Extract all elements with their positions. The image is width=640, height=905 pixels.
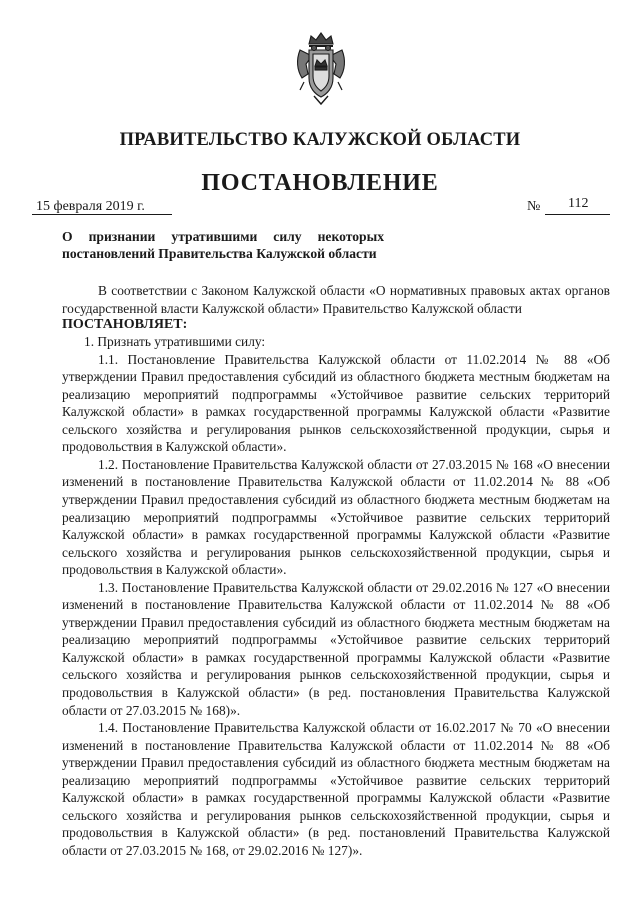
document-number: 112	[568, 196, 589, 211]
decree-word: ПОСТАНОВЛЯЕТ:	[62, 317, 188, 333]
preamble: В соответствии с Законом Калужской области «О нормативных правовых актах органов государственной власти Калужской области» Правительство Калужской области	[62, 283, 610, 316]
crest-emblem	[292, 30, 350, 110]
document-type: ПОСТАНОВЛЕНИЕ	[201, 170, 439, 196]
coat-of-arms-icon	[292, 30, 350, 110]
clause-1-intro: 1. Признать утратившими силу:	[84, 334, 266, 350]
document-subject: О признании утратившими силу некоторых постановлений Правительства Калужской области	[62, 229, 384, 261]
clause-1-4: 1.4. Постановление Правительства Калужской области от 16.02.2017 № 70 «О внесении изменений в постановление Правительства Калужской области от 11.02.2014 № 88 «Об утверждении Правил предоставления субсидий из областного бюджета местным бюджетам на реализацию мероприятий подпрограммы «Устойчивое развитие сельских территорий Калужской области» в рамках государственной программы Калужской области «Развитие сельского хозяйства и регулирования рынков сельскохозяйственной продукции, сырья и продовольствия в Калужской области» (в ред. постановлений Правительства Калужской области от 27.03.2015 № 168, от 29.02.2016 № 127)».	[62, 720, 610, 858]
number-underline	[545, 214, 610, 215]
document-date: 15 февраля 2019 г.	[36, 199, 145, 214]
clause-1-2: 1.2. Постановление Правительства Калужской области от 27.03.2015 № 168 «О внесении изменений в постановление Правительства Калужской области от 11.02.2014 № 88 «Об утверждении Правил предоставления субсидий из областного бюджета местным бюджетам на реализацию мероприятий подпрограммы «Устойчивое развитие сельских территорий Калужской области» в рамках государственной программы Калужской области «Развитие сельского хозяйства и регулирования рынков сельскохозяйственной продукции, сырья и продовольствия в Калужской области».	[62, 456, 610, 578]
clause-1-3: 1.3. Постановление Правительства Калужской области от 29.02.2016 № 127 «О внесении изменений в постановление Правительства Калужской области от 11.02.2014 № 88 «Об утверждении Правил предоставления субсидий из областного бюджета местным бюджетам на реализацию мероприятий подпрограммы «Устойчивое развитие сельских территорий Калужской области» в рамках государственной программы Калужской области «Развитие сельского хозяйства и регулирования рынков сельскохозяйственной продукции, сырья и продовольствия в Калужской области» (в ред. постановления Правительства Калужской области от 27.03.2015 № 168)».	[62, 579, 610, 718]
clause-1-1: 1.1. Постановление Правительства Калужской области от 11.02.2014 № 88 «Об утверждении Правил предоставления субсидий из областного бюджета местным бюджетам на реализацию мероприятий подпрограммы «Устойчивое развитие сельских территорий Калужской области» в рамках государственной программы Калужской области «Развитие сельского хозяйства и регулирования рынков сельскохозяйственной продукции, сырья и продовольствия в Калужской области».	[62, 351, 610, 455]
organization-title: ПРАВИТЕЛЬСТВО КАЛУЖСКОЙ ОБЛАСТИ	[119, 130, 521, 150]
date-underline	[32, 214, 172, 215]
document-body	[62, 282, 610, 860]
number-label: №	[527, 199, 541, 214]
